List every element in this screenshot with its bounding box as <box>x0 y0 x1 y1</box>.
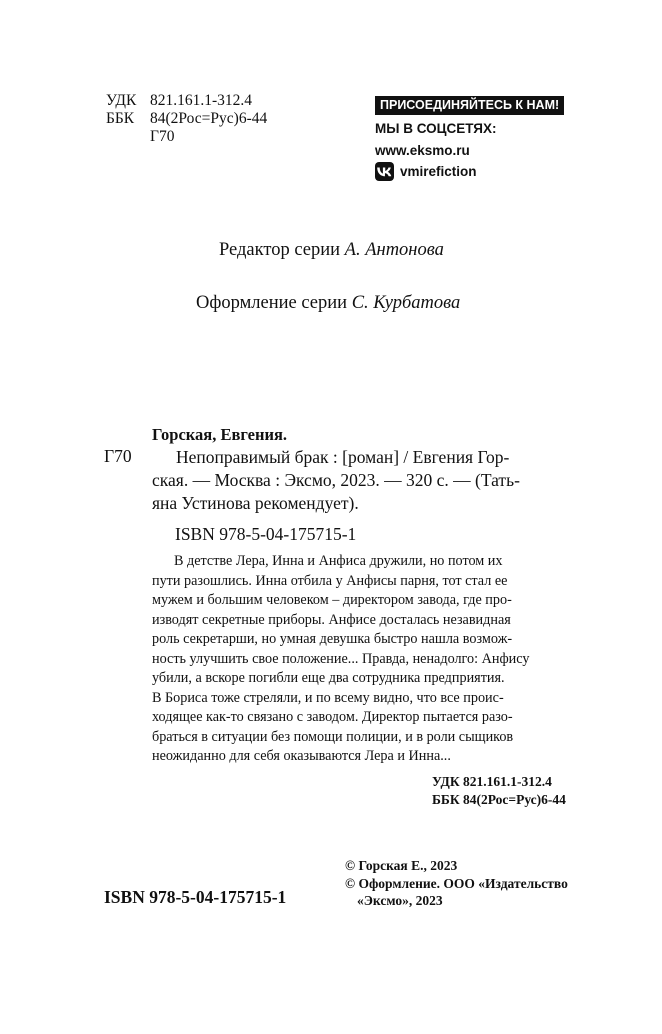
classification-codes <box>106 92 267 146</box>
vk-link[interactable] <box>375 162 590 181</box>
social-heading: МЫ В СОЦСЕТЯХ: <box>375 121 497 136</box>
series-editor-credit <box>219 240 444 261</box>
udk-label: УДК <box>106 92 137 109</box>
annotation-line: ность улучшить свое положение... Правда, ненадолго: Анфису <box>152 650 530 667</box>
biblio-line-2: ская. — Москва : Эксмо, 2023. — 320 с. — (Тать- <box>152 470 520 490</box>
bbk-repeat: ББК 84(2Рос=Рус)6-44 <box>432 792 566 807</box>
series-design-credit <box>196 293 460 314</box>
biblio-line-3: яна Устинова рекомендует). <box>152 493 359 513</box>
bbk-value: 84(2Рос=Рус)6-44 <box>150 110 268 127</box>
vk-handle: vmirefiction <box>400 164 477 179</box>
udk-value: 821.161.1-312.4 <box>150 92 253 109</box>
copyright-design: © Оформление. ООО «Издательство <box>345 875 568 891</box>
bbk-label: ББК <box>106 110 135 127</box>
annotation-line: неожиданно для себя оказываются Лера и Инна... <box>152 748 451 764</box>
editor-label: Редактор серии <box>219 240 341 260</box>
copyright-author: © Горская Е., 2023 <box>345 858 458 873</box>
annotation <box>152 552 584 767</box>
design-label: Оформление серии <box>196 293 348 313</box>
annotation-line: мужем и большим человеком – директором завода, где про- <box>152 592 512 608</box>
join-us-banner: ПРИСОЕДИНЯЙТЕСЬ К НАМ! <box>375 96 564 115</box>
annotation-line: изводят секретные приборы. Анфисе досталась незавидная <box>152 611 511 628</box>
udk-repeat: УДК 821.161.1-312.4 <box>432 774 552 789</box>
annotation-line: пути разошлись. Инна отбила у Анфисы парня, тот стал ее <box>152 572 508 589</box>
biblio-line-1: Непоправимый брак : [роман] / Евгения Гор- <box>176 447 510 467</box>
isbn-bottom: ISBN 978-5-04-175715-1 <box>104 887 287 907</box>
annotation-line: убили, а вскоре погибли еще два сотрудника предприятия. <box>152 670 505 686</box>
codes-repeat <box>432 773 566 809</box>
vk-logo-icon <box>375 162 394 181</box>
social-promo <box>375 96 590 181</box>
bibliographic-entry <box>152 446 582 515</box>
annotation-line: ходящее как-то связано с заводом. Директор пытается разо- <box>152 709 513 725</box>
design-name: С. Курбатова <box>351 293 461 313</box>
copyright-block <box>345 857 568 910</box>
catalog-code: Г70 <box>104 446 132 466</box>
catalog-author: Горская, Евгения. <box>152 425 288 444</box>
bbk-row <box>106 110 267 128</box>
copyright-publisher: «Эксмо», 2023 <box>357 893 443 908</box>
author-mark: Г70 <box>150 128 175 145</box>
annotation-line: В детстве Лера, Инна и Анфиса дружили, но потом их <box>174 553 503 569</box>
udk-row <box>106 92 267 110</box>
annotation-line: роль секретарши, но умная девушка быстро нашла возмож- <box>152 631 513 647</box>
site-link[interactable]: www.eksmo.ru <box>375 143 470 158</box>
annotation-line: браться в ситуации без помощи полиции, и в роли сыщиков <box>152 728 514 745</box>
annotation-line: В Бориса тоже стреляли, и по всему видно, что все проис- <box>152 689 504 706</box>
editor-name: А. Антонова <box>344 240 444 260</box>
catalog-isbn: ISBN 978-5-04-175715-1 <box>175 524 357 544</box>
